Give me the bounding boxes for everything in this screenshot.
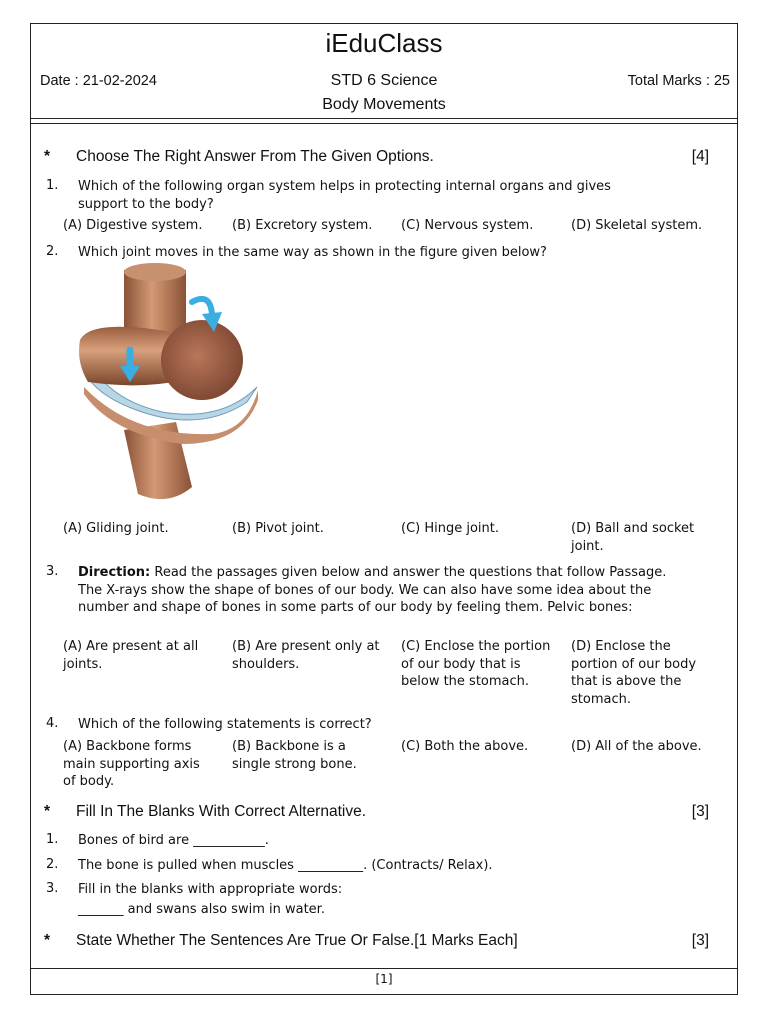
section-title: State Whether The Sentences Are True Or False.[1 Marks Each] bbox=[76, 932, 518, 949]
bullet-star: * bbox=[44, 148, 51, 165]
header-divider bbox=[31, 118, 737, 119]
question-text: Which joint moves in the same way as shown in the figure given below? bbox=[78, 245, 547, 260]
question-text bbox=[78, 564, 678, 617]
option-d: (D) Ball and socket joint. bbox=[571, 521, 695, 554]
option-a: (A) Gliding joint. bbox=[63, 521, 169, 536]
question-text: Which of the following organ system helps in protecting internal organs and gives support to the body? bbox=[78, 179, 611, 212]
rotation-arrow-curve bbox=[192, 299, 212, 314]
option-b: (B) Are present only at shoulders. bbox=[232, 639, 380, 672]
option-a: (A) Digestive system. bbox=[63, 218, 203, 233]
question-text: Which of the following statements is correct? bbox=[78, 717, 372, 732]
option-a: (A) Backbone forms main supporting axis of body. bbox=[63, 739, 200, 789]
bullet-star: * bbox=[44, 932, 51, 949]
option-d: (D) Skeletal system. bbox=[571, 218, 703, 233]
section-title: Choose The Right Answer From The Given Options. bbox=[76, 148, 434, 165]
option-c: (C) Enclose the portion of our body that is below the stomach. bbox=[401, 639, 551, 689]
question-text: The bone is pulled when muscles __________. (Contracts/ Relax). bbox=[78, 858, 493, 873]
total-marks: Total Marks : 25 bbox=[627, 73, 730, 89]
direction-label: Direction: bbox=[78, 565, 151, 580]
class-subject: STD 6 Science bbox=[330, 72, 438, 89]
page-number: [1] bbox=[375, 972, 393, 986]
option-b: (B) Pivot joint. bbox=[232, 521, 324, 536]
question-number: 3. bbox=[46, 881, 59, 896]
section-marks: [4] bbox=[691, 148, 709, 165]
option-b: (B) Excretory system. bbox=[232, 218, 373, 233]
question-text: Bones of bird are ___________. bbox=[78, 833, 269, 848]
section-title: Fill In The Blanks With Correct Alternative. bbox=[76, 803, 367, 820]
direction-passage: Read the passages given below and answer the questions that follow Passage. The X-rays show the shape of bones of our body. We can also have some idea about the number and shape of bones in some parts of our body by feeling them. Pelvic bones: bbox=[78, 565, 667, 615]
question-text-continued: _______ and swans also swim in water. bbox=[78, 902, 325, 917]
cylinder-bone-end bbox=[161, 320, 243, 400]
question-number: 1. bbox=[46, 178, 59, 193]
question-number: 3. bbox=[46, 564, 59, 579]
bullet-star: * bbox=[44, 803, 51, 820]
section-marks: [3] bbox=[691, 932, 709, 949]
exam-date: Date : 21-02-2024 bbox=[40, 73, 157, 89]
option-a: (A) Are present at all joints. bbox=[63, 639, 199, 672]
header-divider-double bbox=[31, 123, 737, 124]
brand-title: iEduClass bbox=[325, 28, 443, 58]
footer-divider bbox=[31, 968, 737, 969]
option-c: (C) Hinge joint. bbox=[401, 521, 500, 536]
section-marks: [3] bbox=[691, 803, 709, 820]
option-c: (C) Both the above. bbox=[401, 739, 529, 754]
question-text: Fill in the blanks with appropriate words: bbox=[78, 882, 343, 897]
option-d: (D) All of the above. bbox=[571, 739, 702, 754]
option-b: (B) Backbone is a single strong bone. bbox=[232, 739, 357, 772]
question-number: 2. bbox=[46, 857, 59, 872]
question-number: 1. bbox=[46, 832, 59, 847]
chapter-topic: Body Movements bbox=[322, 96, 446, 113]
hinge-joint-figure bbox=[72, 262, 272, 507]
bone-top-cap bbox=[124, 263, 186, 281]
option-c: (C) Nervous system. bbox=[401, 218, 534, 233]
question-number: 2. bbox=[46, 244, 59, 259]
question-number: 4. bbox=[46, 716, 59, 731]
option-d: (D) Enclose the portion of our body that is above the stomach. bbox=[571, 639, 697, 707]
